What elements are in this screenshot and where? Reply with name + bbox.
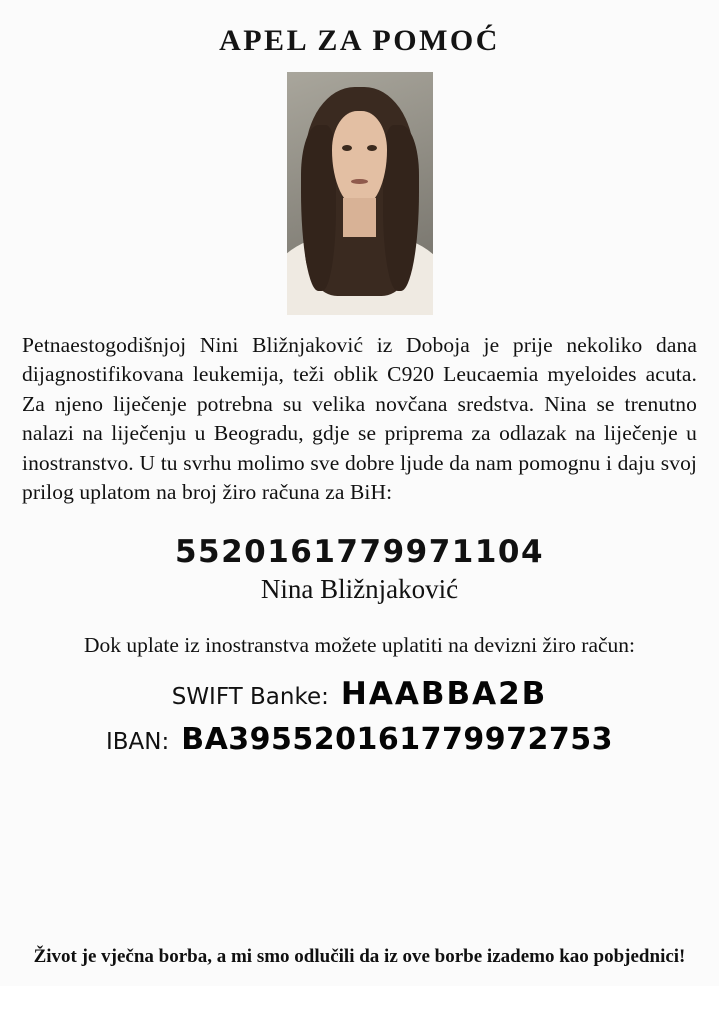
swift-value: HAABBA2B: [340, 675, 548, 712]
photo-neck: [343, 198, 375, 237]
iban-row: [18, 722, 701, 757]
bottom-white-band: [0, 986, 719, 1012]
swift-row: [18, 676, 701, 712]
appeal-body-text: Petnaestogodišnjoj Nini Bližnjaković iz Doboja je prije nekoliko dana dijagnostifikovana leukemija, teži oblik C920 Leucaemia myeloides acuta. Za njeno liječenje potrebna su velika novčana sredstva. Nina se trenutno nalazi na liječenju u Beogradu, gdje se priprema za odlazak na liječenje u inostranstvo. U tu svrhu molimo sve dobre ljude da nam pomognu i daju svoj prilog uplatom na broj žiro računa za BiH:: [22, 333, 697, 505]
footer-slogan: Život je vječna borba, a mi smo odlučili da iz ove borbe izademo kao pobjednici!: [33, 946, 686, 967]
portrait-photo: [287, 72, 433, 315]
photo-container: [18, 72, 701, 315]
account-holder-name: Nina Bližnjaković: [260, 573, 459, 604]
photo-hair-left-strand: [301, 125, 336, 290]
iban-value: BA395520161779972753: [181, 721, 614, 757]
bank-account-number: 5520161779971104: [174, 533, 545, 570]
iban-label: IBAN:: [105, 728, 170, 755]
page-title: APEL ZA POMOĆ: [219, 24, 500, 57]
foreign-payment-note: Dok uplate iz inostranstva možete uplatiti na devizni žiro račun:: [83, 632, 636, 657]
swift-label: SWIFT Banke:: [171, 683, 329, 710]
